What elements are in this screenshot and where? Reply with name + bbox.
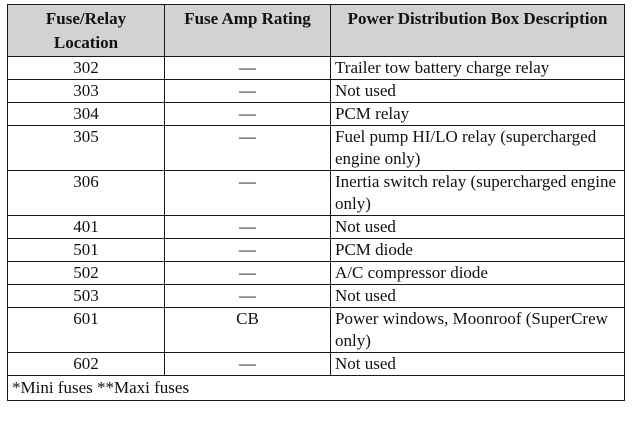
cell-location: 306 <box>8 171 165 216</box>
cell-location: 501 <box>8 239 165 262</box>
table-row <box>8 80 625 103</box>
cell-description: Not used <box>331 80 625 103</box>
table-row <box>8 239 625 262</box>
cell-location: 302 <box>8 57 165 80</box>
cell-location: 303 <box>8 80 165 103</box>
cell-rating: — <box>165 285 331 308</box>
cell-description: Trailer tow battery charge relay <box>331 57 625 80</box>
table-row <box>8 171 625 216</box>
table-row <box>8 57 625 80</box>
table-row <box>8 285 625 308</box>
cell-description: Not used <box>331 285 625 308</box>
footnote-row <box>8 376 625 401</box>
table-header <box>8 5 625 57</box>
cell-location: 503 <box>8 285 165 308</box>
cell-description: Not used <box>331 353 625 376</box>
cell-location: 502 <box>8 262 165 285</box>
cell-rating: — <box>165 353 331 376</box>
cell-description: Not used <box>331 216 625 239</box>
cell-description: PCM relay <box>331 103 625 126</box>
cell-description: Power windows, Moonroof (SuperCrew only) <box>331 308 625 353</box>
table-row <box>8 353 625 376</box>
header-location: Fuse/Relay Location <box>8 5 165 57</box>
table-row <box>8 308 625 353</box>
table-row <box>8 126 625 171</box>
table-body <box>8 57 625 376</box>
cell-description: Inertia switch relay (supercharged engine only) <box>331 171 625 216</box>
cell-rating: — <box>165 262 331 285</box>
cell-rating: — <box>165 171 331 216</box>
header-description: Power Distribution Box Description <box>331 5 625 57</box>
cell-rating: — <box>165 126 331 171</box>
table-row <box>8 103 625 126</box>
cell-rating: — <box>165 239 331 262</box>
cell-location: 602 <box>8 353 165 376</box>
cell-description: PCM diode <box>331 239 625 262</box>
cell-description: Fuel pump HI/LO relay (supercharged engine only) <box>331 126 625 171</box>
cell-rating: — <box>165 216 331 239</box>
cell-location: 305 <box>8 126 165 171</box>
table-row <box>8 262 625 285</box>
fuse-relay-table <box>7 4 625 401</box>
cell-location: 601 <box>8 308 165 353</box>
cell-location: 401 <box>8 216 165 239</box>
header-rating: Fuse Amp Rating <box>165 5 331 57</box>
header-row <box>8 5 625 57</box>
cell-rating: — <box>165 80 331 103</box>
footnote-text: *Mini fuses **Maxi fuses <box>8 376 625 401</box>
cell-description: A/C compressor diode <box>331 262 625 285</box>
cell-location: 304 <box>8 103 165 126</box>
cell-rating: — <box>165 103 331 126</box>
table-row <box>8 216 625 239</box>
cell-rating: CB <box>165 308 331 353</box>
cell-rating: — <box>165 57 331 80</box>
table-footer <box>8 376 625 401</box>
